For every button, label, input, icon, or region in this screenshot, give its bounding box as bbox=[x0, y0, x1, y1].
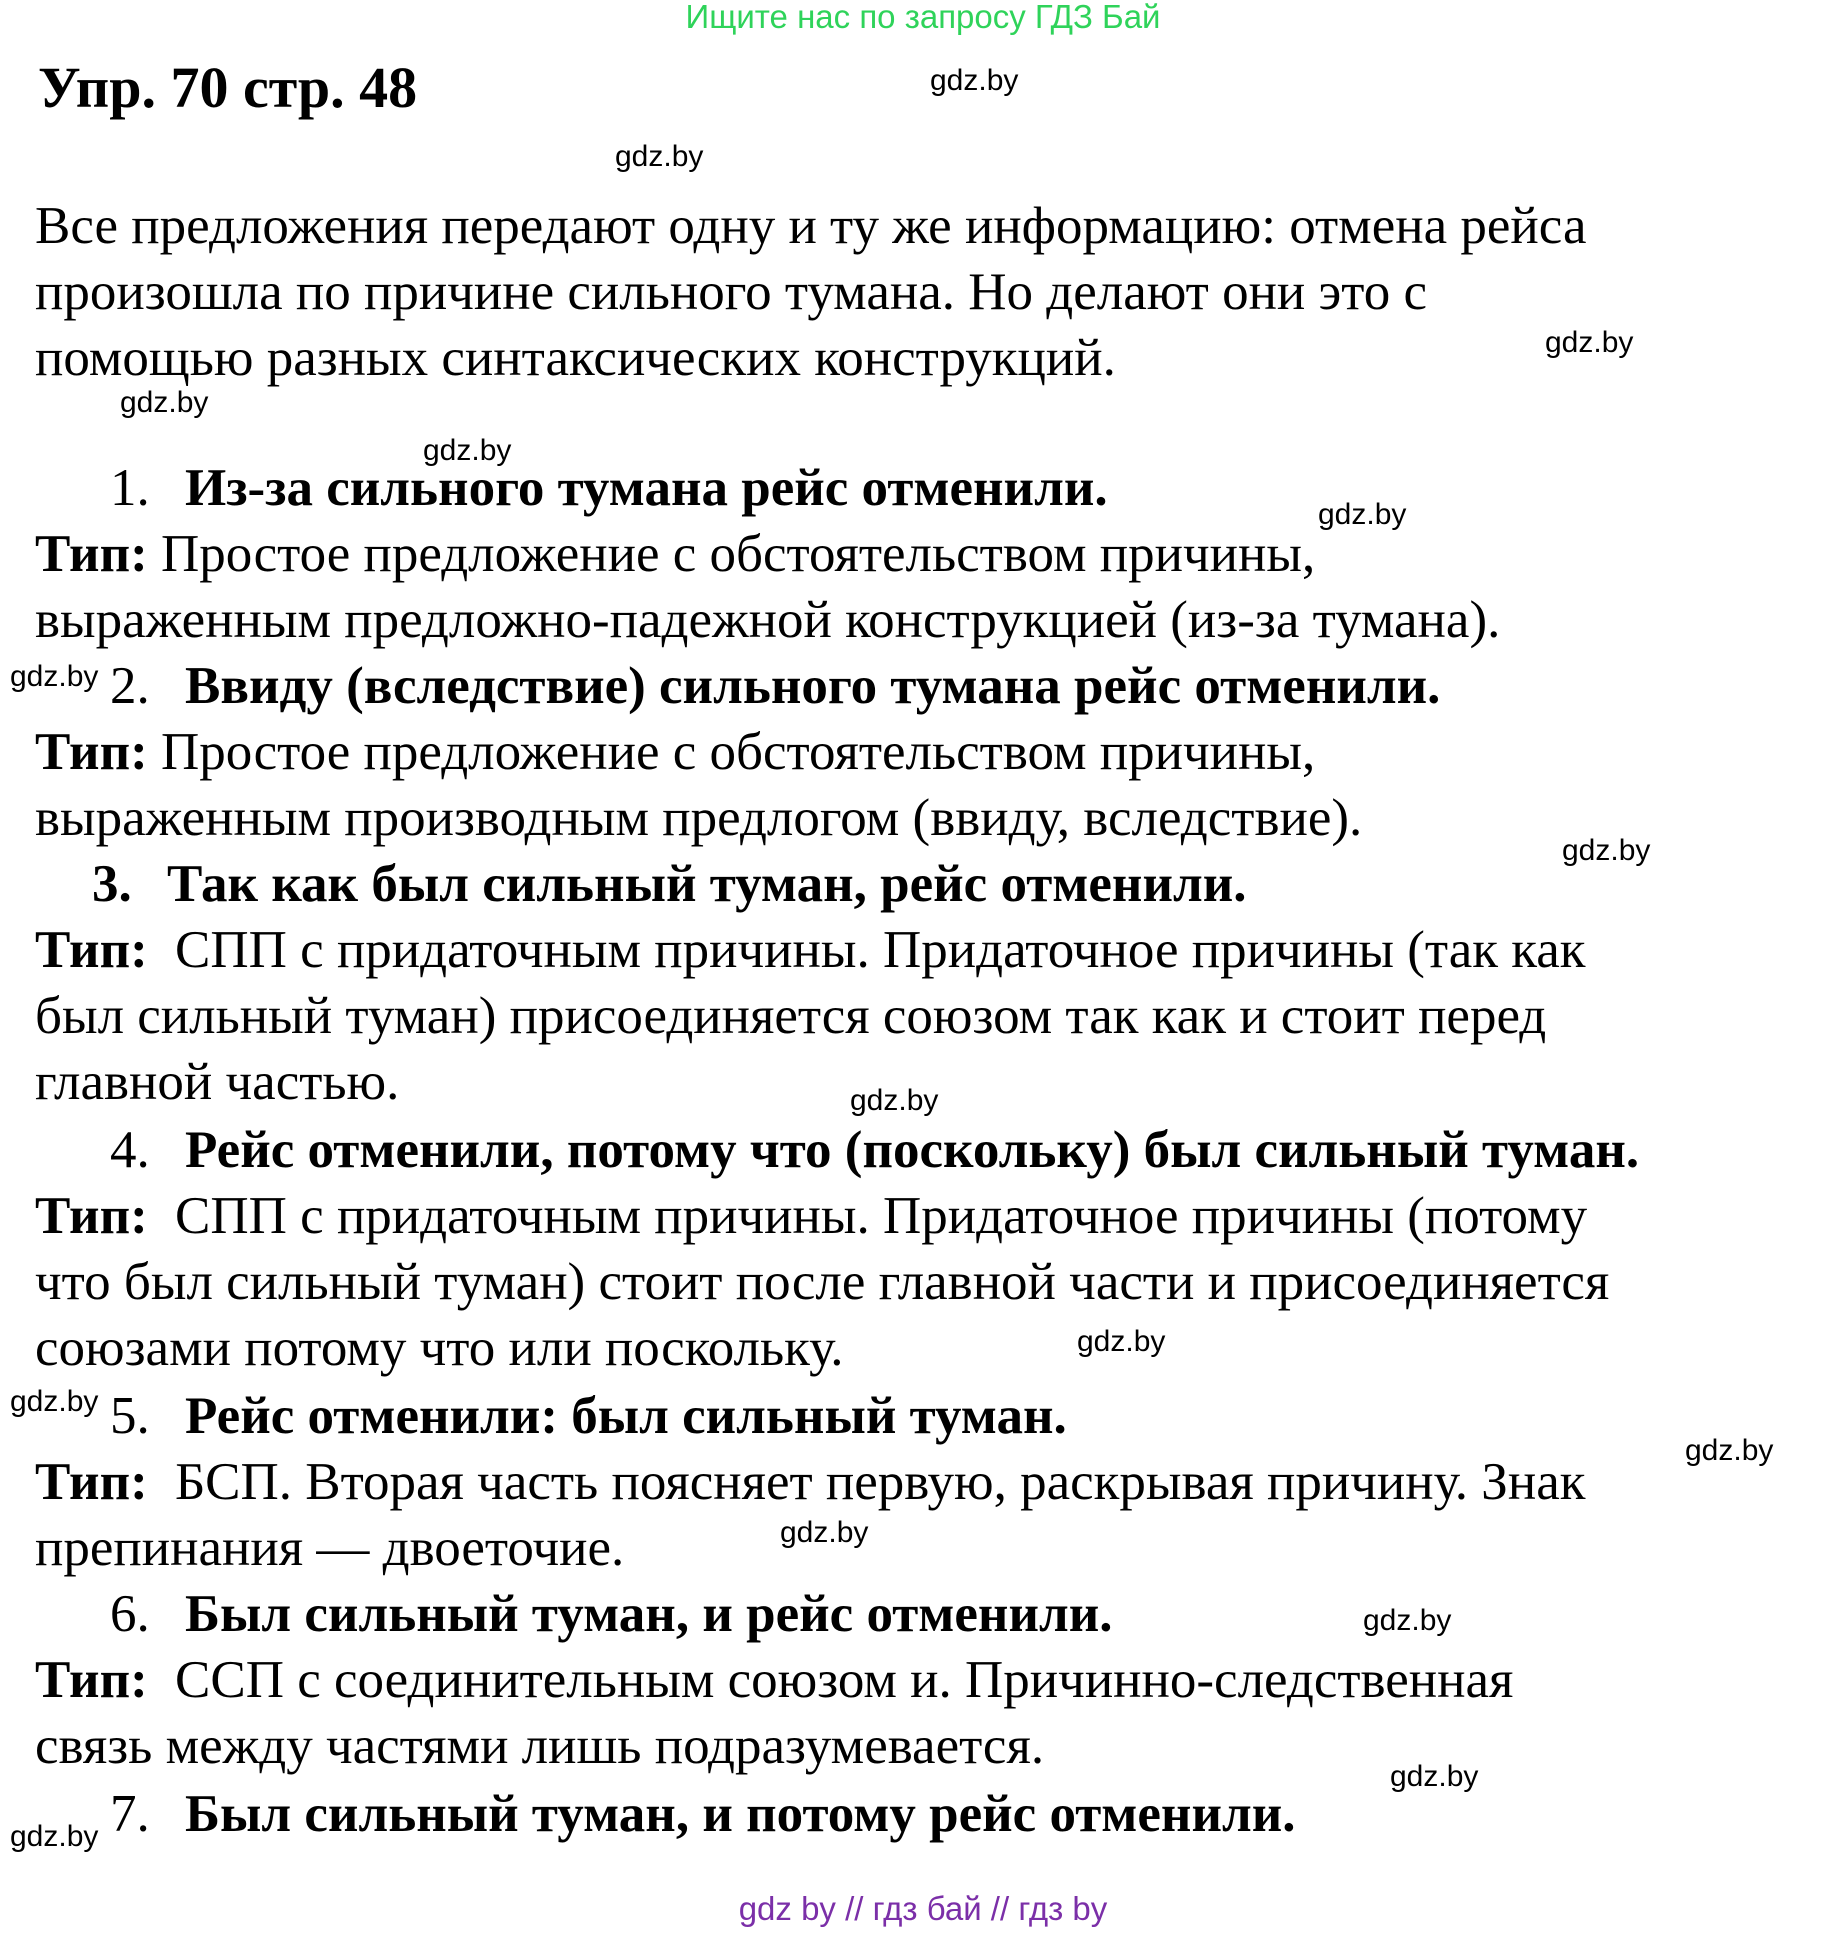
item-5-type-line-2: препинания — двоеточие. bbox=[35, 1519, 625, 1577]
type-label: Тип: bbox=[35, 723, 148, 781]
watermark: gdz.by bbox=[615, 140, 704, 173]
list-item-3-sentence bbox=[92, 851, 1247, 917]
item-number: 3. bbox=[92, 855, 132, 913]
item-sentence: Из-за сильного тумана рейс отменили. bbox=[185, 459, 1108, 517]
footer-links: gdz by // гдз бай // гдз by bbox=[738, 1890, 1108, 1927]
item-1-type-line-1 bbox=[35, 521, 1315, 587]
intro-line-1: Все предложения передают одну и ту же информацию: отмена рейса bbox=[35, 197, 1587, 255]
watermark: gdz.by bbox=[1363, 1604, 1452, 1637]
list-item-6-sentence bbox=[110, 1581, 1113, 1647]
type-label: Тип: bbox=[35, 1651, 148, 1709]
type-text: Простое предложение с обстоятельством причины, bbox=[161, 525, 1316, 583]
type-label: Тип: bbox=[35, 525, 148, 583]
type-label: Тип: bbox=[35, 1187, 148, 1245]
item-6-type-line-2: связь между частями лишь подразумевается. bbox=[35, 1717, 1045, 1775]
watermark: gdz.by bbox=[1562, 834, 1651, 867]
watermark: gdz.by bbox=[120, 386, 209, 419]
watermark: gdz.by bbox=[10, 660, 99, 693]
item-number: 5. bbox=[110, 1387, 150, 1445]
watermark: gdz.by bbox=[1077, 1325, 1166, 1358]
item-3-type-line-2: был сильный туман) присоединяется союзом так как и стоит перед bbox=[35, 987, 1547, 1045]
list-item-1-sentence bbox=[110, 455, 1108, 521]
list-item-2-sentence bbox=[110, 653, 1440, 719]
list-item-4-sentence bbox=[110, 1117, 1639, 1183]
item-sentence: Был сильный туман, и потому рейс отменили. bbox=[185, 1785, 1296, 1843]
type-text: Простое предложение с обстоятельством причины, bbox=[161, 723, 1316, 781]
item-4-type-line-3: союзами потому что или поскольку. bbox=[35, 1319, 844, 1377]
watermark: gdz.by bbox=[423, 434, 512, 467]
watermark: gdz.by bbox=[1685, 1434, 1774, 1467]
type-text: ССП с соединительным союзом и. Причинно-следственная bbox=[175, 1651, 1514, 1709]
item-sentence: Был сильный туман, и рейс отменили. bbox=[185, 1585, 1113, 1643]
item-number: 7. bbox=[110, 1785, 150, 1843]
item-sentence: Рейс отменили, потому что (поскольку) был сильный туман. bbox=[185, 1121, 1640, 1179]
intro-line-2: произошла по причине сильного тумана. Но делают они это с bbox=[35, 263, 1428, 321]
item-4-type-line-2: что был сильный туман) стоит после главной части и присоединяется bbox=[35, 1253, 1610, 1311]
item-number: 6. bbox=[110, 1585, 150, 1643]
item-2-type-line-2: выраженным производным предлогом (ввиду, вследствие). bbox=[35, 789, 1363, 847]
watermark: gdz.by bbox=[10, 1820, 99, 1853]
watermark: gdz.by bbox=[1545, 326, 1634, 359]
watermark: gdz.by bbox=[930, 64, 1019, 97]
watermark: gdz.by bbox=[1318, 498, 1407, 531]
page-title: Упр. 70 стр. 48 bbox=[38, 55, 418, 120]
intro-line-3: помощью разных синтаксических конструкций. bbox=[35, 329, 1116, 387]
type-text: СПП с придаточным причины. Придаточное причины (потому bbox=[175, 1187, 1588, 1245]
type-label: Тип: bbox=[35, 921, 148, 979]
item-number: 1. bbox=[110, 459, 150, 517]
list-item-7-sentence bbox=[110, 1781, 1296, 1847]
item-number: 2. bbox=[110, 657, 150, 715]
item-1-type-line-2: выраженным предложно-падежной конструкцией (из-за тумана). bbox=[35, 591, 1501, 649]
item-number: 4. bbox=[110, 1121, 150, 1179]
item-sentence: Ввиду (вследствие) сильного тумана рейс отменили. bbox=[185, 657, 1441, 715]
item-3-type-line-1 bbox=[35, 917, 1585, 983]
watermark: gdz.by bbox=[10, 1385, 99, 1418]
item-4-type-line-1 bbox=[35, 1183, 1587, 1249]
list-item-5-sentence bbox=[110, 1383, 1067, 1449]
type-text: СПП с придаточным причины. Придаточное причины (так как bbox=[175, 921, 1586, 979]
item-6-type-line-1 bbox=[35, 1647, 1513, 1713]
watermark: gdz.by bbox=[1390, 1760, 1479, 1793]
search-banner: Ищите нас по запросу ГДЗ Бай bbox=[685, 0, 1161, 35]
item-sentence: Так как был сильный туман, рейс отменили. bbox=[167, 855, 1247, 913]
item-5-type-line-1 bbox=[35, 1449, 1585, 1515]
watermark: gdz.by bbox=[780, 1516, 869, 1549]
watermark: gdz.by bbox=[850, 1084, 939, 1117]
item-2-type-line-1 bbox=[35, 719, 1315, 785]
type-label: Тип: bbox=[35, 1453, 148, 1511]
type-text: БСП. Вторая часть поясняет первую, раскрывая причину. Знак bbox=[175, 1453, 1586, 1511]
item-3-type-line-3: главной частью. bbox=[35, 1053, 400, 1111]
item-sentence: Рейс отменили: был сильный туман. bbox=[185, 1387, 1067, 1445]
